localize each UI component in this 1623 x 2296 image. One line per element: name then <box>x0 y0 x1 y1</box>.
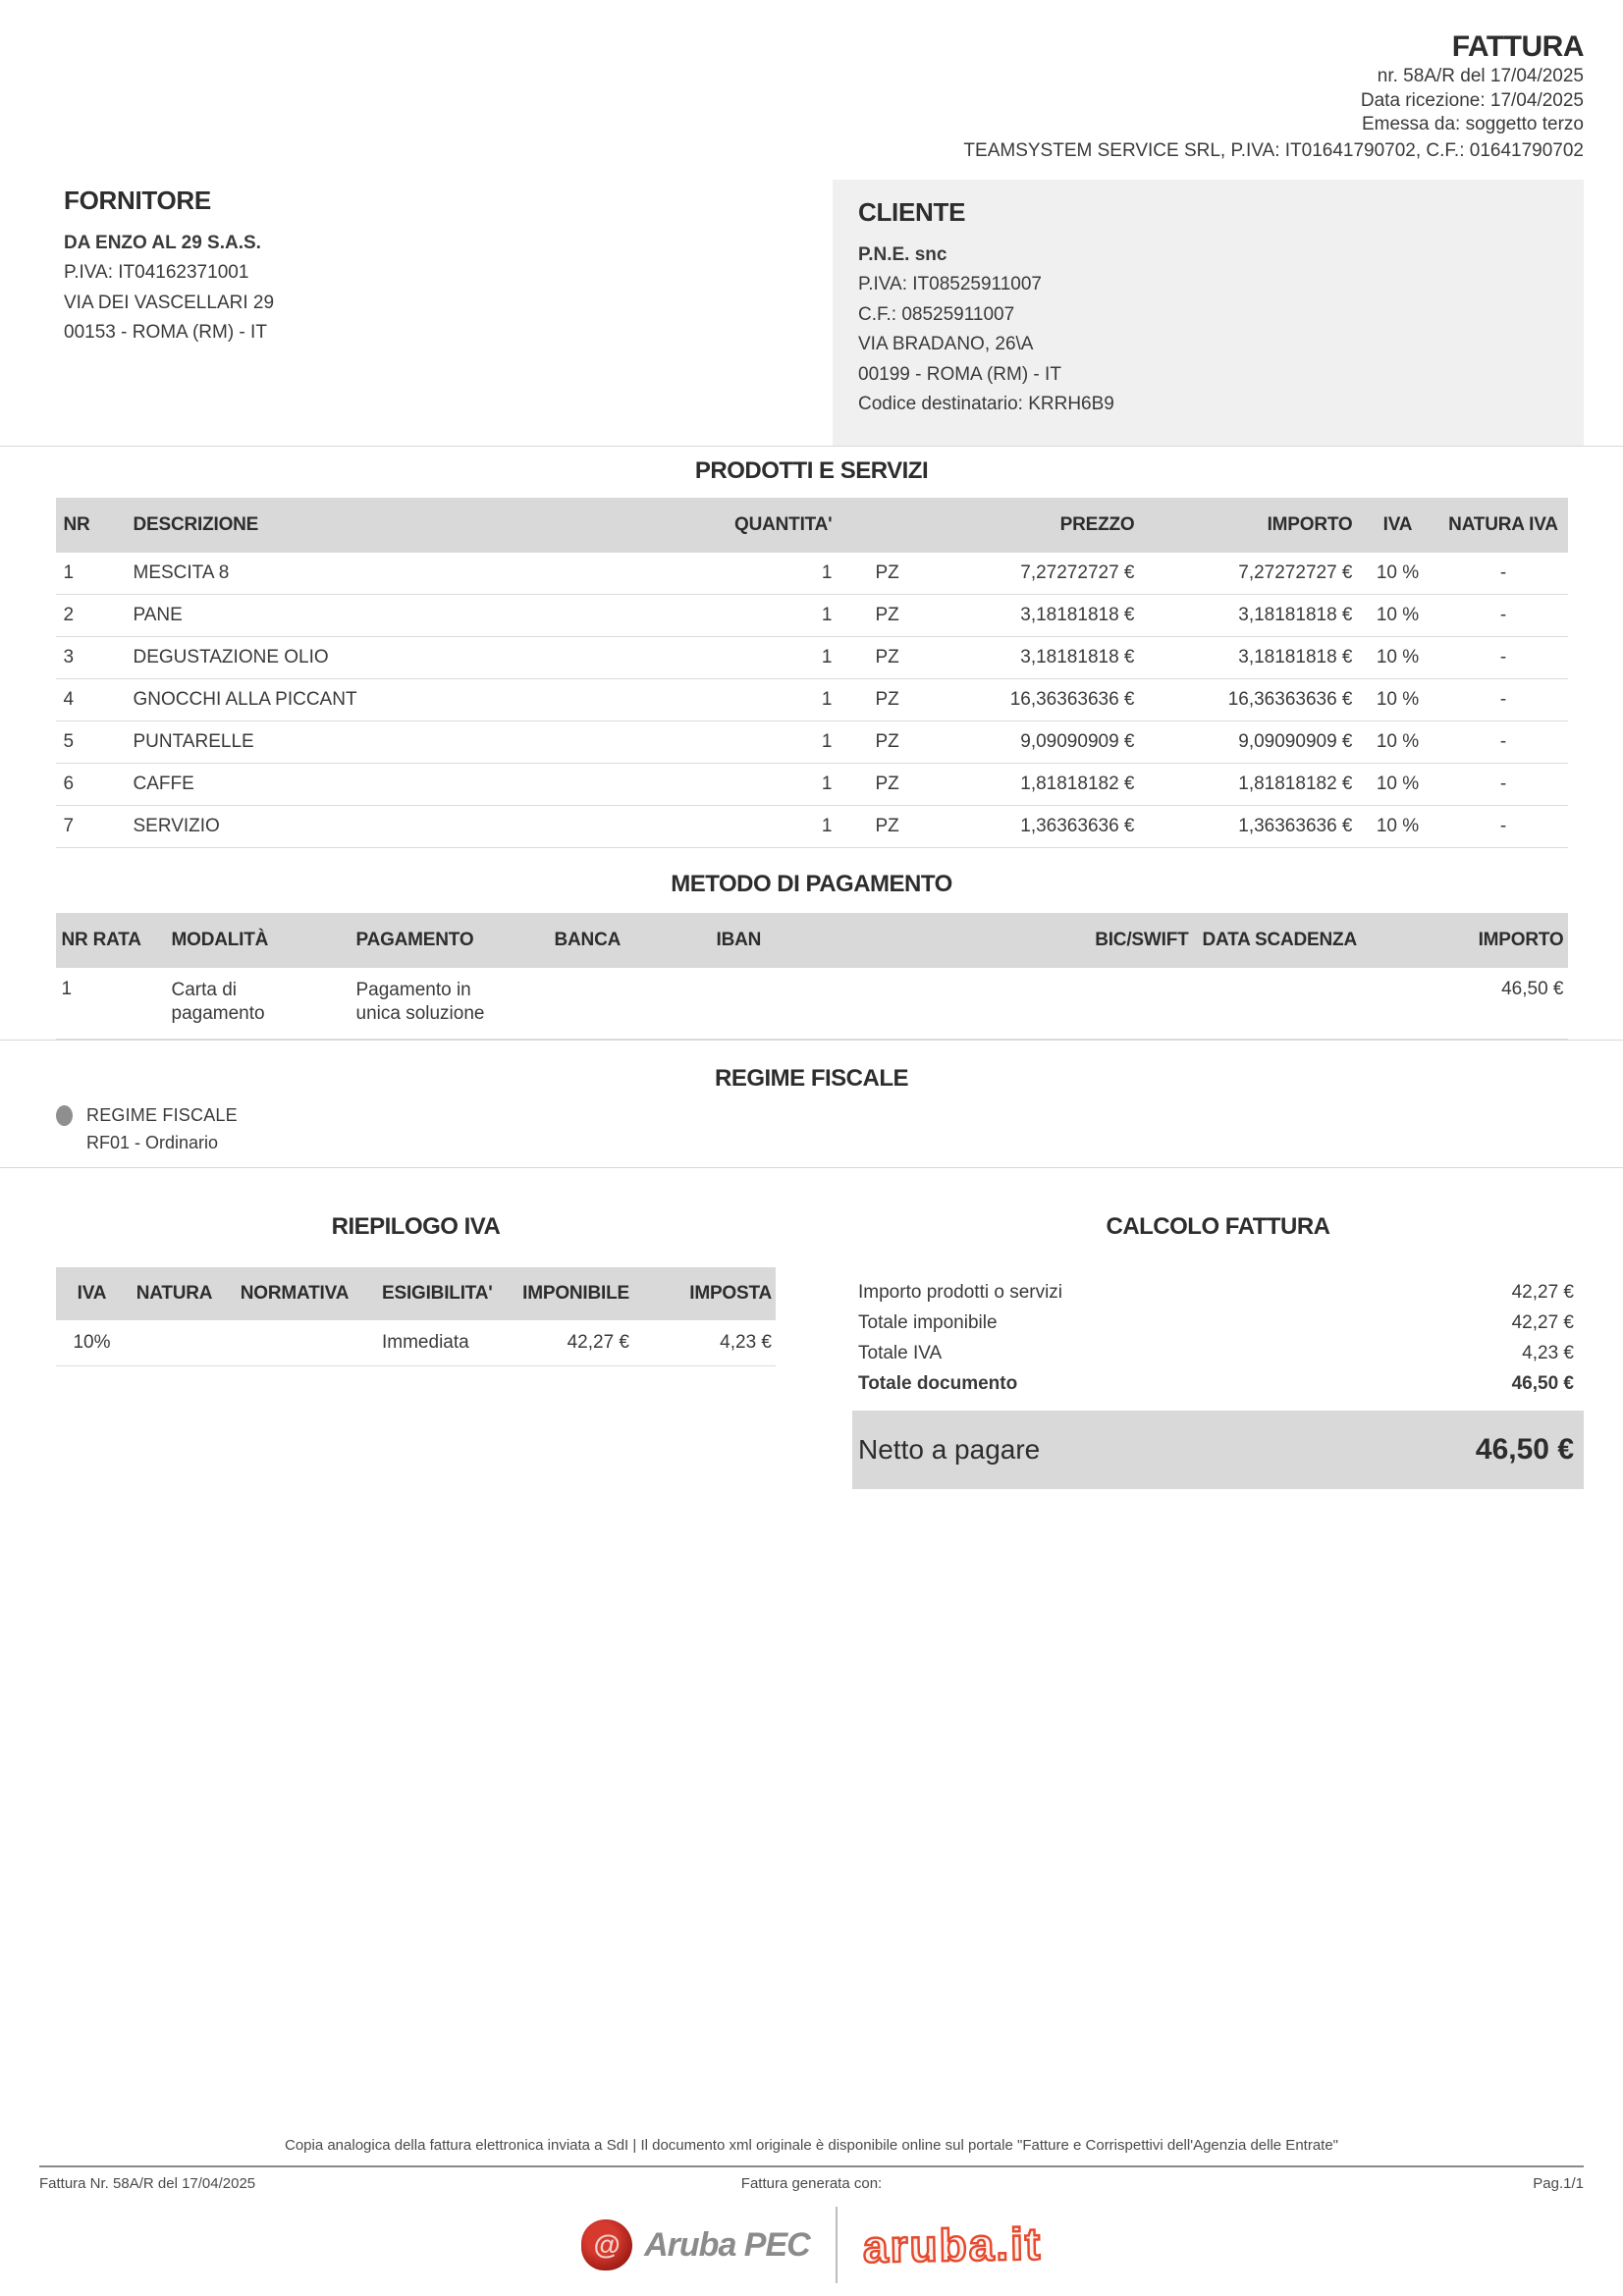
product-description: PANE <box>133 604 183 625</box>
product-unit: PZ <box>875 815 899 836</box>
aruba-pec-logo-text: Aruba PEC <box>644 2225 810 2264</box>
calc-value: 42,27 € <box>1511 1281 1574 1303</box>
product-amount: 1,36363636 € <box>1238 815 1353 836</box>
payment-modalita-text: Carta di pagamento <box>171 979 265 1024</box>
product-price: 3,18181818 € <box>1020 646 1135 667</box>
vat-esigibilita: Immediata <box>382 1331 469 1353</box>
payment-section-title: METODO DI PAGAMENTO <box>671 870 952 897</box>
vat-imposta: 4,23 € <box>720 1331 772 1353</box>
col-header-data-scadenza: DATA SCADENZA <box>1193 913 1394 968</box>
col-header-natura-iva: NATURA IVA <box>1439 498 1568 553</box>
calc-value: 46,50 € <box>1511 1372 1574 1394</box>
summary-section <box>39 1212 1584 1489</box>
customer-address: VIA BRADANO, 26\A <box>858 334 1034 354</box>
supplier-city: 00153 - ROMA (RM) - IT <box>64 322 267 343</box>
col-header-importo-pagamento: IMPORTO <box>1394 913 1568 968</box>
payment-table <box>56 913 1568 1040</box>
calc-label: Totale IVA <box>858 1342 943 1363</box>
products-table <box>56 498 1568 848</box>
vat-summary-header-row <box>56 1267 776 1320</box>
col-header-descrizione: DESCRIZIONE <box>130 498 677 553</box>
product-unit: PZ <box>875 730 899 752</box>
product-amount: 16,36363636 € <box>1227 688 1353 710</box>
regime-label: REGIME FISCALE <box>86 1104 238 1125</box>
product-price: 7,27272727 € <box>1020 561 1135 583</box>
product-nr: 4 <box>63 688 75 710</box>
customer-name: P.N.E. snc <box>858 243 947 265</box>
section-divider <box>0 446 1623 447</box>
product-amount: 7,27272727 € <box>1238 561 1353 583</box>
product-nr: 5 <box>63 730 75 752</box>
invoice-calc-title: CALCOLO FATTURA <box>1106 1212 1330 1240</box>
calc-row <box>852 1277 1584 1308</box>
product-natura: - <box>1499 646 1507 667</box>
product-qty: 1 <box>821 688 833 710</box>
col-header-importo: IMPORTO <box>1139 498 1357 553</box>
customer-city: 00199 - ROMA (RM) - IT <box>858 363 1061 385</box>
calc-row-total-document <box>852 1368 1584 1399</box>
product-amount: 3,18181818 € <box>1238 604 1353 625</box>
product-price: 1,81818182 € <box>1020 773 1135 794</box>
payment-pagamento <box>349 968 545 1040</box>
product-price: 1,36363636 € <box>1020 815 1135 836</box>
payment-header-row <box>56 913 1568 968</box>
vat-imponibile: 42,27 € <box>567 1331 629 1353</box>
product-qty: 1 <box>821 604 833 625</box>
aruba-it-logo: aruba.it <box>862 2217 1043 2272</box>
page-footer <box>39 2137 1584 2290</box>
intermediary-line: TEAMSYSTEM SERVICE SRL, P.IVA: IT01641790702, C.F.: 01641790702 <box>963 139 1584 161</box>
product-natura: - <box>1499 604 1507 625</box>
product-vat: 10 % <box>1376 604 1420 625</box>
payment-bic <box>1060 968 1193 1040</box>
footer-logos <box>39 2200 1584 2290</box>
col-header-iban: IBAN <box>707 913 1060 968</box>
footer-copy-line: Copia analogica della fattura elettronica inviata a SdI | Il documento xml originale è disponibile online sul portale "Fatture e Corrispettivi dell'Agenzia delle Entrate" <box>284 2137 1338 2154</box>
col-header-iva-rate: IVA <box>56 1267 128 1320</box>
col-header-imposta: IMPOSTA <box>633 1267 776 1320</box>
regime-value: RF01 - Ordinario <box>86 1132 219 1152</box>
aruba-pec-logo <box>581 2219 810 2270</box>
supplier-block <box>39 180 785 446</box>
footer-generated-with: Fattura generata con: <box>740 2175 883 2192</box>
product-vat: 10 % <box>1376 646 1420 667</box>
product-natura: - <box>1499 730 1507 752</box>
col-header-imponibile: IMPONIBILE <box>496 1267 633 1320</box>
section-divider <box>0 1040 1623 1041</box>
product-natura: - <box>1499 773 1507 794</box>
customer-sdi-code: Codice destinatario: KRRH6B9 <box>858 394 1114 414</box>
calc-label: Totale imponibile <box>858 1311 998 1333</box>
product-description: CAFFE <box>133 773 194 794</box>
col-header-natura: NATURA <box>128 1267 221 1320</box>
net-to-pay-label: Netto a pagare <box>858 1433 1041 1465</box>
vat-summary-row <box>56 1320 776 1366</box>
product-row <box>56 636 1568 678</box>
footer-doc-ref: Fattura Nr. 58A/R del 17/04/2025 <box>39 2175 256 2192</box>
document-title: FATTURA <box>1451 30 1584 63</box>
product-amount: 1,81818182 € <box>1238 773 1353 794</box>
col-header-esigibilita: ESIGIBILITA' <box>368 1267 496 1320</box>
product-description: PUNTARELLE <box>133 730 254 752</box>
regime-section-title: REGIME FISCALE <box>714 1064 908 1092</box>
payment-importo: 46,50 € <box>1501 978 1564 999</box>
invoice-calc-block <box>852 1212 1584 1489</box>
product-vat: 10 % <box>1376 730 1420 752</box>
product-qty: 1 <box>821 730 833 752</box>
vat-summary-title: RIEPILOGO IVA <box>331 1212 501 1240</box>
product-qty: 1 <box>821 646 833 667</box>
regime-row <box>56 1105 1584 1126</box>
col-header-nr-rata: NR RATA <box>56 913 162 968</box>
product-vat: 10 % <box>1376 561 1420 583</box>
col-header-normativa: NORMATIVA <box>221 1267 368 1320</box>
product-unit: PZ <box>875 561 899 583</box>
payment-row <box>56 968 1568 1040</box>
col-header-prezzo: PREZZO <box>923 498 1139 553</box>
products-section-title: PRODOTTI E SERVIZI <box>694 456 929 484</box>
net-to-pay-value: 46,50 € <box>1475 1432 1574 1466</box>
product-price: 9,09090909 € <box>1020 730 1135 752</box>
product-nr: 3 <box>63 646 75 667</box>
payment-nr: 1 <box>61 978 73 999</box>
payment-iban <box>707 968 1060 1040</box>
col-header-quantita: QUANTITA' <box>677 498 837 553</box>
product-row <box>56 553 1568 595</box>
supplier-name: DA ENZO AL 29 S.A.S. <box>64 232 261 253</box>
bullet-icon <box>56 1105 73 1126</box>
product-natura: - <box>1499 561 1507 583</box>
calc-value: 42,27 € <box>1511 1311 1574 1333</box>
supplier-vat: P.IVA: IT04162371001 <box>64 262 249 283</box>
payment-modalita <box>162 968 349 1040</box>
invoice-calc-rows <box>852 1277 1584 1399</box>
calc-row <box>852 1308 1584 1338</box>
col-header-bic-swift: BIC/SWIFT <box>1060 913 1193 968</box>
issued-by-line: Emessa da: soggetto terzo <box>1361 114 1584 134</box>
document-header <box>39 29 1584 164</box>
calc-row <box>852 1338 1584 1368</box>
product-row <box>56 678 1568 721</box>
product-nr: 7 <box>63 815 75 836</box>
product-qty: 1 <box>821 815 833 836</box>
supplier-heading: FORNITORE <box>64 185 211 215</box>
product-vat: 10 % <box>1376 773 1420 794</box>
vat-summary-table <box>56 1267 776 1366</box>
net-to-pay-box <box>852 1411 1584 1489</box>
product-row <box>56 721 1568 763</box>
col-header-iva: IVA <box>1357 498 1439 553</box>
col-header-pagamento: PAGAMENTO <box>349 913 545 968</box>
calc-label: Totale documento <box>858 1372 1018 1394</box>
col-header-nr: NR <box>56 498 130 553</box>
product-price: 16,36363636 € <box>1009 688 1135 710</box>
customer-heading: CLIENTE <box>858 196 966 227</box>
vat-natura <box>128 1320 221 1366</box>
product-qty: 1 <box>821 561 833 583</box>
product-description: DEGUSTAZIONE OLIO <box>133 646 329 667</box>
calc-value: 4,23 € <box>1522 1342 1574 1363</box>
footer-divider <box>39 2165 1584 2167</box>
calc-label: Importo prodotti o servizi <box>858 1281 1063 1303</box>
product-row <box>56 805 1568 847</box>
logo-divider <box>836 2207 838 2283</box>
product-qty: 1 <box>821 773 833 794</box>
product-description: GNOCCHI ALLA PICCANT <box>133 688 357 710</box>
payment-pagamento-text: Pagamento in unica soluzione <box>355 979 485 1024</box>
product-nr: 2 <box>63 604 75 625</box>
parties-section <box>39 180 1584 446</box>
product-vat: 10 % <box>1376 688 1420 710</box>
reception-date-line: Data ricezione: 17/04/2025 <box>1360 89 1584 111</box>
products-header-row <box>56 498 1568 553</box>
product-nr: 6 <box>63 773 75 794</box>
col-header-modalita: MODALITÀ <box>162 913 349 968</box>
supplier-address: VIA DEI VASCELLARI 29 <box>64 292 275 313</box>
section-divider <box>0 1167 1623 1168</box>
vat-summary-block <box>56 1212 776 1489</box>
product-vat: 10 % <box>1376 815 1420 836</box>
product-description: SERVIZIO <box>133 815 220 836</box>
vat-normativa <box>221 1320 368 1366</box>
product-description: MESCITA 8 <box>133 561 230 583</box>
product-nr: 1 <box>63 561 75 583</box>
product-amount: 3,18181818 € <box>1238 646 1353 667</box>
vat-rate: 10% <box>73 1331 111 1353</box>
customer-fiscal-code: C.F.: 08525911007 <box>858 303 1015 325</box>
col-header-banca: BANCA <box>545 913 707 968</box>
col-header-unit <box>837 498 923 553</box>
product-unit: PZ <box>875 604 899 625</box>
product-row <box>56 763 1568 805</box>
product-price: 3,18181818 € <box>1020 604 1135 625</box>
regime-block <box>56 1105 1584 1153</box>
product-natura: - <box>1499 815 1507 836</box>
payment-scadenza <box>1193 968 1394 1040</box>
payment-banca <box>545 968 707 1040</box>
product-unit: PZ <box>875 646 899 667</box>
product-unit: PZ <box>875 688 899 710</box>
customer-vat: P.IVA: IT08525911007 <box>858 274 1042 294</box>
product-unit: PZ <box>875 773 899 794</box>
invoice-number-line: nr. 58A/R del 17/04/2025 <box>1377 66 1584 86</box>
product-natura: - <box>1499 688 1507 710</box>
product-amount: 9,09090909 € <box>1238 730 1353 752</box>
product-row <box>56 594 1568 636</box>
aruba-pec-seal-icon: @ <box>581 2219 632 2270</box>
footer-page-number: Pag.1/1 <box>1533 2175 1584 2192</box>
footer-meta-row <box>39 2175 1584 2192</box>
customer-block <box>833 180 1584 446</box>
